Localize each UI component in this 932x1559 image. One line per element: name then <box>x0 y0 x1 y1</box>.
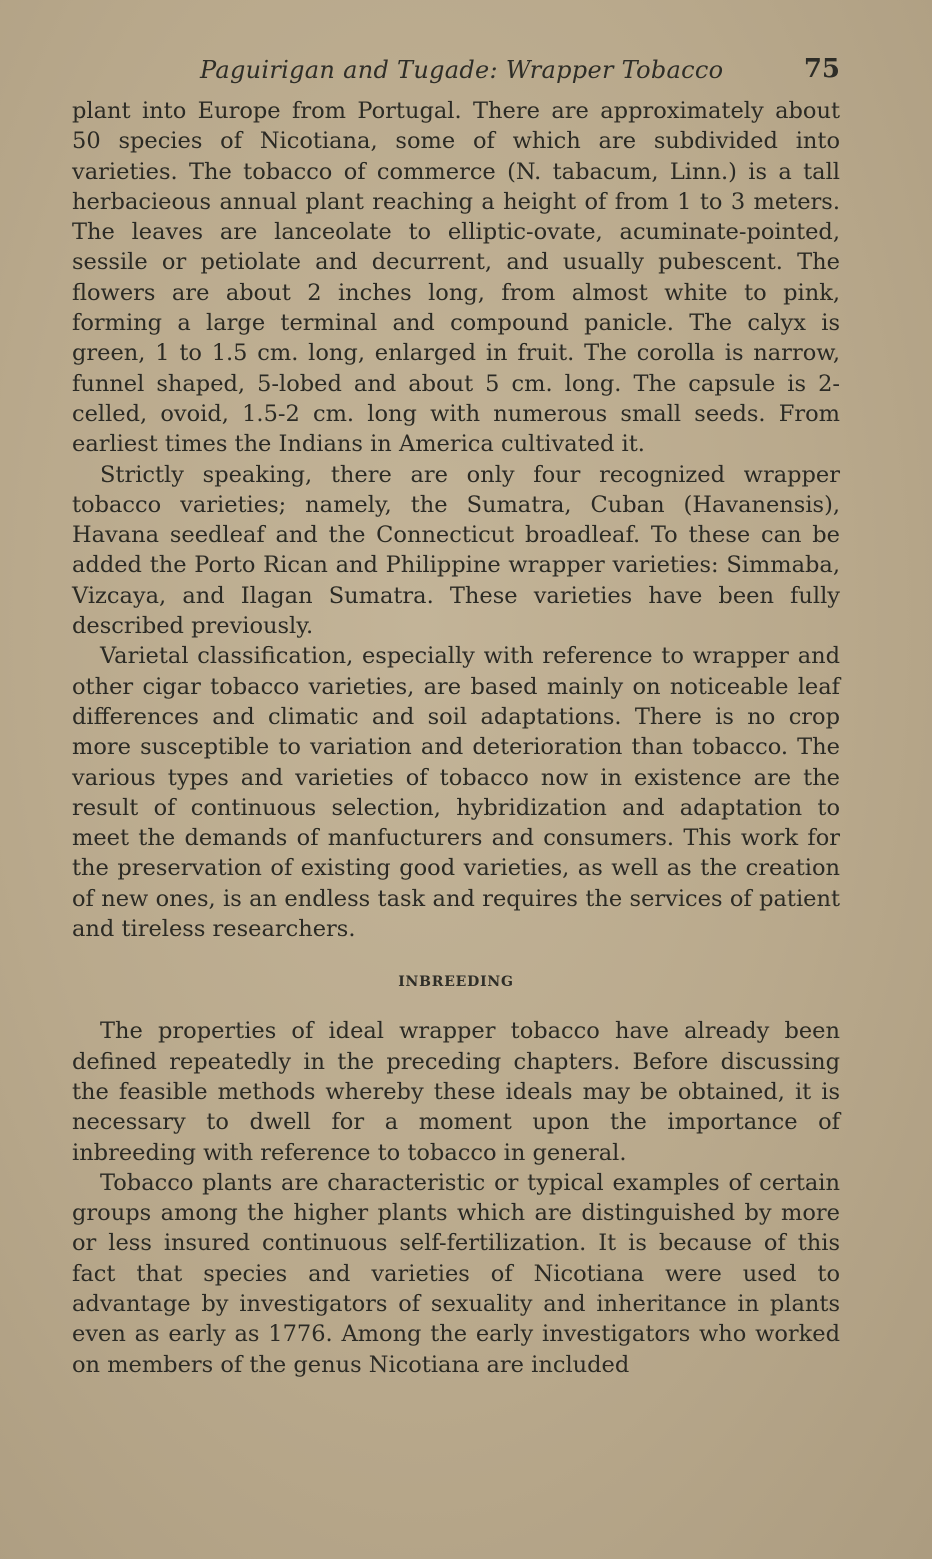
paragraph-wrapper-varieties: Strictly speaking, there are only four recognized wrapper tobacco varieties; namely, the Sumatra, Cuban (Havanensis), Havana seedleaf and the Connecticut broadleaf. To these can be added the Porto Rican and Philippine wrapper varieties: Simmaba, Vizcaya, and Ilagan Sumatra. These varieties have been fully described previously. <box>72 461 840 640</box>
running-title: Paguirigan and Tugade: Wrapper Tobacco <box>200 56 724 84</box>
paragraph-continuation: plant into Europe from Portugal. There are approximately about 50 species of Nicotiana, some of which are subdivided into varieties. The tobacco of commerce (N. tabacum, Linn.) is a tall herbacieous annual plant reaching a height of from 1 to 3 meters. The leaves are lanceolate to elliptic-ovate, acuminate-pointed, sessile or petiolate and decurrent, and usually pubescent. The flowers are about 2 inches long, from almost white to pink, forming a large terminal and compound panicle. The calyx is green, 1 to 1.5 cm. long, enlarged in fruit. The corolla is narrow, funnel shaped, 5-lobed and about 5 cm. long. The capsule is 2-celled, ovoid, 1.5-2 cm. long with numerous small seeds. From earliest times the Indians in America cultivated it. <box>72 98 840 458</box>
section-heading: INBREEDING <box>398 974 514 991</box>
page-content <box>72 52 840 1380</box>
paragraph-self-fertilization: Tobacco plants are characteristic or typical examples of certain groups among the higher plants which are distinguished by more or less insured continuous self-fertilization. It is because of this fact that species and varieties of Nicotiana were used to advantage by investigators of sexuality and inheritance in plants even as early as 1776. Among the early investigators who worked on members of the genus Nicotiana are included <box>72 1169 840 1378</box>
running-header <box>72 52 840 96</box>
paragraph-ideal-properties: The properties of ideal wrapper tobacco have already been defined repeatedly in the preceding chapters. Before discussing the feasible methods whereby these ideals may be obtained, it is necessary to dwell for a moment upon the importance of inbreeding with reference to tobacco in general. <box>72 1018 840 1166</box>
paragraph-varietal-classification: Varietal classification, especially with reference to wrapper and other cigar tobacco varieties, are based mainly on noticeable leaf differences and climatic and soil adaptations. There is no crop more susceptible to variation and deterioration than tobacco. The various types and varieties of tobacco now in existence are the result of continuous selection, hybridization and adaptation to meet the demands of manfucturers and consumers. This work for the preservation of existing good varieties, as well as the creation of new ones, is an endless task and requires the services of patient and tireless researchers. <box>72 643 840 943</box>
page-number: 75 <box>803 54 840 84</box>
